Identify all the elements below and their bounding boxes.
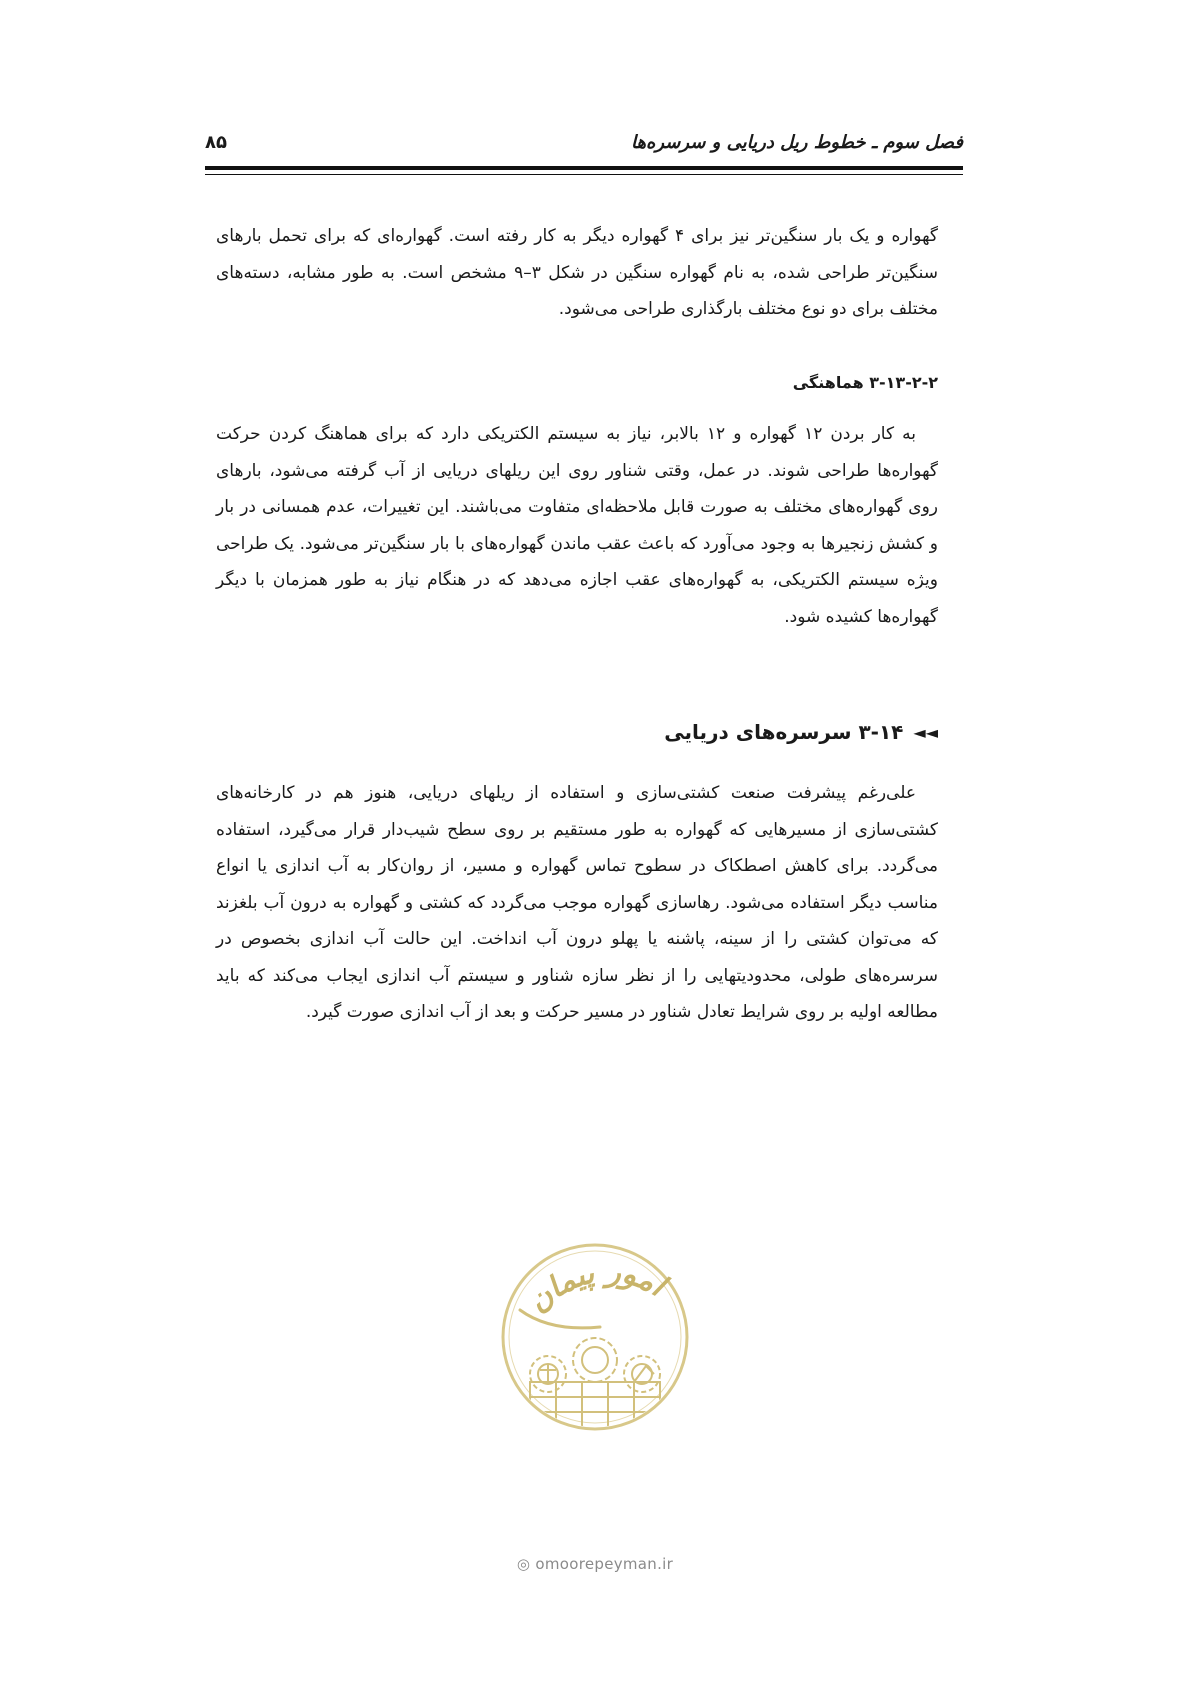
logo-seal-icon bbox=[490, 1232, 700, 1452]
watermark-caption bbox=[490, 1555, 700, 1573]
subsection-heading: ۳-۱۳-۲-۲ هماهنگی bbox=[792, 373, 938, 392]
watermark-logo bbox=[490, 1232, 700, 1452]
header-rule-thick bbox=[205, 166, 963, 170]
page-number: ۸۵ bbox=[205, 132, 227, 153]
section-marker-icon: ◄◄ bbox=[913, 722, 938, 742]
paragraph-coordination: به کار بردن ۱۲ گهواره و ۱۲ بالابر، نیاز به سیستم الکتریکی دارد که برای هماهنگ کردن حرکت گهواره‌ها طراحی شوند. در عمل، وقتی شناور روی این ریلهای دریایی از آب گرفته می‌شود، بارهای روی گهواره‌های مختلف به صورت قابل ملاحظه‌ای متفاوت می‌باشند. این تغییرات، عدم همسانی در بار و کشش زنجیرها به وجود می‌آورد که باعث عقب ماندن گهواره‌های با بار سنگین‌تر می‌شود. یک طراحی ویژه سیستم الکتریکی، به گهواره‌های عقب اجازه می‌دهد که در هنگام نیاز به طور همزمان با دیگر گهواره‌ها کشیده شود. bbox=[216, 424, 938, 627]
page-header bbox=[205, 128, 963, 164]
paragraph-slipways: علی‌رغم پیشرفت صنعت کشتی‌سازی و استفاده از ریلهای دریایی، هنوز هم در کارخانه‌های کشتی‌سازی از مسیرهایی که گهواره به طور مستقیم بر روی سطح شیب‌دار قرار می‌گیرد، استفاده می‌گردد. برای کاهش اصطکاک در سطوح تماس گهواره و مسیر، از روان‌کار به آب اندازی یا انواع مناسب دیگر استفاده می‌شود. رهاسازی گهواره موجب می‌گردد که کشتی و گهواره به درون آب بلغزند که می‌توان کشتی را از سینه، پاشنه یا پهلو درون آب انداخت. این حالت آب اندازی بخصوص در سرسره‌های طولی، محدودیتهایی را از نظر سازه شناور و سیستم آب اندازی ایجاب می‌کند که باید مطالعه اولیه بر روی شرایط تعادل شناور در مسیر حرکت و بعد از آب اندازی صورت گیرد. bbox=[216, 783, 938, 1022]
globe-icon: ◎ bbox=[516, 1555, 531, 1573]
header-rule-thin bbox=[205, 174, 963, 175]
chapter-title: فصل سوم ـ خطوط ریل دریایی و سرسره‌ها bbox=[630, 132, 963, 153]
section-heading-text: ۳-۱۴ سرسره‌های دریایی bbox=[664, 720, 904, 744]
logo-text: امور پیمان bbox=[521, 1253, 671, 1320]
paragraph-cradles: گهواره و یک بار سنگین‌تر نیز برای ۴ گهواره دیگر به کار رفته است. گهواره‌ای که برای تحمل بارهای سنگین‌تر طراحی شده، به نام گهواره سنگین در شکل ۳–۹ مشخص است. به طور مشابه، دسته‌های مختلف برای دو نوع مختلف بارگذاری طراحی می‌شود. bbox=[216, 226, 938, 319]
watermark-url: omoorepeyman.ir bbox=[535, 1555, 674, 1573]
section-heading bbox=[664, 720, 938, 744]
svg-text:امور پیمان bbox=[521, 1254, 674, 1320]
